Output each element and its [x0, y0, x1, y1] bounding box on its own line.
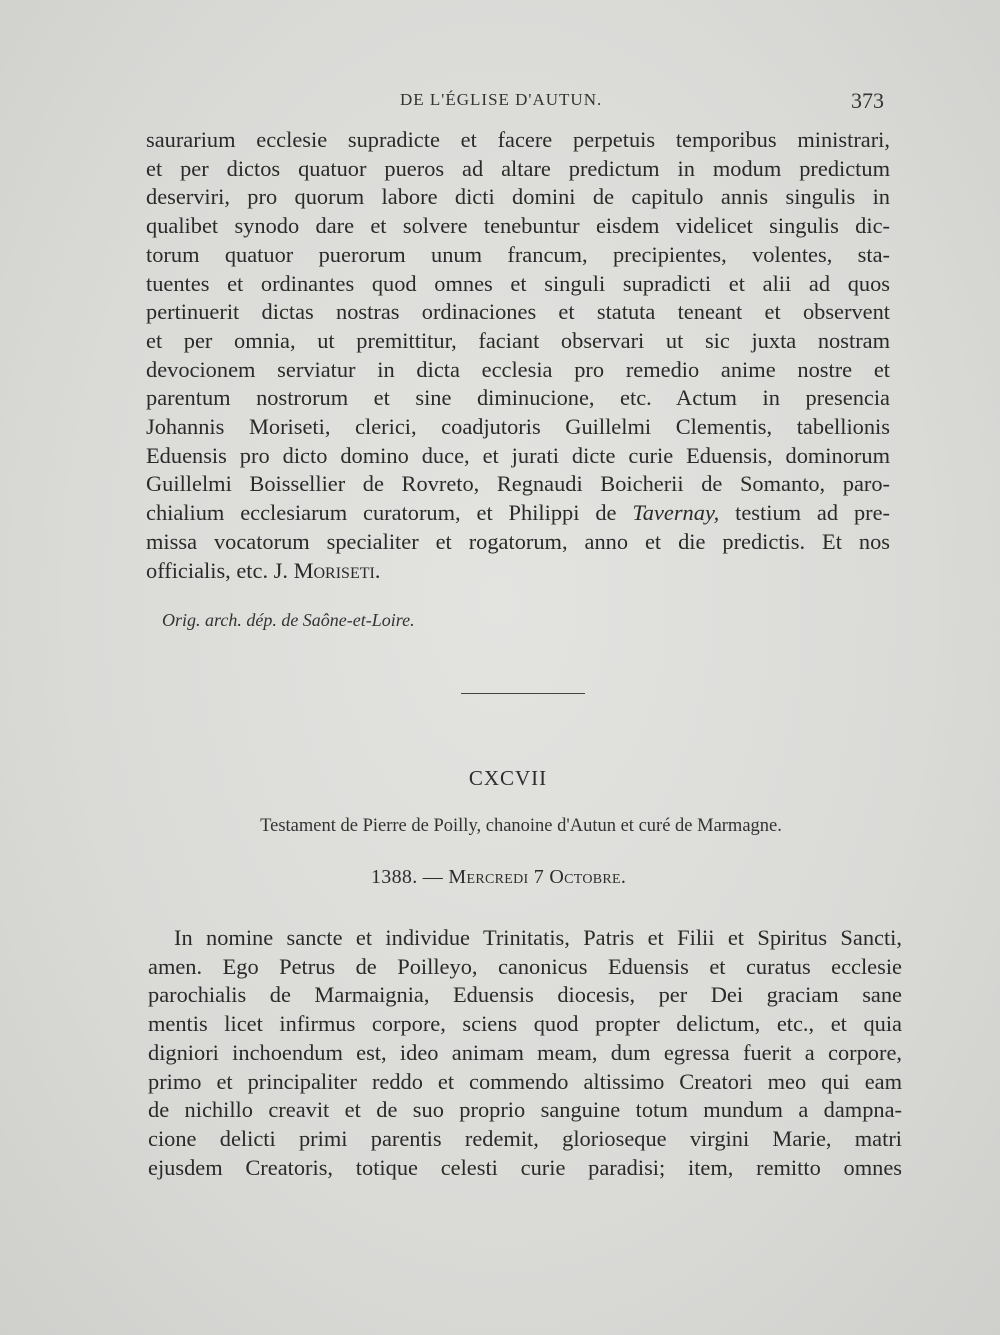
document-date — [371, 866, 626, 889]
text-line: qualibet synodo dare et solvere tenebuntur eisdem videlicet singulis dic- — [146, 213, 890, 239]
text-line: pertinuerit dictas nostras ordinaciones et statuta teneant et observent — [146, 299, 890, 325]
text-line: et per dictos quatuor pueros ad altare predictum in modum predictum — [146, 155, 890, 181]
place-name: Tavernay, — [632, 500, 720, 526]
text-line: tuentes et ordinantes quod omnes et singuli supradicti et alii ad quos — [146, 270, 890, 296]
testament-paragraph — [148, 924, 902, 1182]
document-title: Testament de Pierre de Poilly, chanoine d'Autun et curé de Marmagne. — [260, 816, 782, 836]
text-line: parochialis de Marmaignia, Eduensis diocesis, per Dei graciam sane — [148, 982, 902, 1008]
text-line: missa vocatorum specialiter et rogatorum, anno et die predictis. Et nos — [146, 528, 890, 554]
text-line: primo et principaliter reddo et commendo altissimo Creatori meo qui eam — [148, 1068, 902, 1094]
text-line: Johannis Moriseti, clerici, coadjutoris Guillelmi Clementis, tabellionis — [146, 414, 890, 440]
text-line: deserviri, pro quorum labore dicti domini de capitulo annis singulis in — [146, 184, 890, 210]
source-note: Orig. arch. dép. de Saône-et-Loire. — [162, 610, 415, 630]
text-line: Eduensis pro dicto domino duce, et jurati dicte curie Eduensis, dominorum — [146, 442, 890, 468]
text-line: Guillelmi Boissellier de Rovreto, Regnaudi Boicherii de Somanto, paro- — [146, 471, 890, 497]
text-line: parentum nostrorum et sine diminucione, etc. Actum in presencia — [146, 385, 890, 411]
text-line: devocionem serviatur in dicta ecclesia pro remedio anime nostre et — [146, 356, 890, 382]
text-line: et per omnia, ut premittitur, faciant observari ut sic juxta nostram — [146, 327, 890, 353]
text-line: cione delicti primi parentis redemit, glorioseque virgini Marie, matri — [148, 1125, 902, 1151]
section-divider — [461, 693, 585, 694]
text-line-with-place — [146, 499, 890, 528]
text-line: digniori inchoendum est, ideo animam meam, dum egressa fuerit a corpore, — [148, 1039, 902, 1065]
text-line-with-signer — [146, 557, 890, 586]
running-title: DE L'ÉGLISE D'AUTUN. — [400, 90, 603, 109]
text-segment: testium ad pre- — [719, 500, 890, 526]
text-line: torum quatuor puerorum unum francum, precipientes, volentes, sta- — [146, 241, 890, 267]
page-number: 373 — [851, 88, 884, 113]
text-line: amen. Ego Petrus de Poilleyo, canonicus Eduensis et curatus ecclesie — [148, 953, 902, 979]
text-segment: officialis, etc. J. — [146, 557, 294, 583]
text-line: mentis licet infirmus corpore, sciens quod propter delictum, etc., et quia — [148, 1011, 902, 1037]
date-day: Mercredi 7 Octobre. — [448, 866, 627, 888]
text-line: In nomine sancte et individue Trinitatis, Patris et Filii et Spiritus Sancti, — [174, 925, 902, 950]
signer-name: Moriseti. — [293, 557, 381, 583]
continuation-paragraph — [146, 126, 890, 585]
date-year: 1388. — — [371, 866, 444, 888]
text-line: saurarium ecclesie supradicte et facere perpetuis temporibus ministrari, — [146, 127, 890, 152]
text-segment: chialium ecclesiarum curatorum, et Philippi de — [146, 500, 633, 526]
text-line: ejusdem Creatoris, totique celesti curie paradisi; item, remitto omnes — [148, 1154, 902, 1180]
document-number: CXCVII — [468, 766, 548, 790]
text-line: de nichillo creavit et de suo proprio sanguine totum mundum a dampna- — [148, 1097, 902, 1123]
